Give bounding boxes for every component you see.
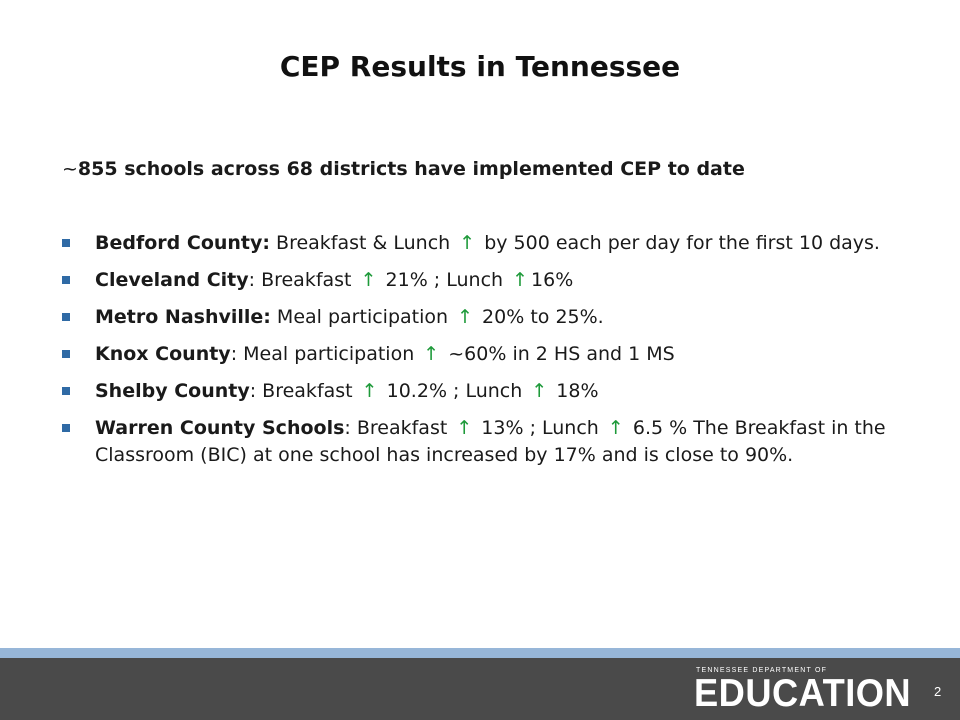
bullet-marker <box>62 276 70 284</box>
bullet-marker <box>62 350 70 358</box>
page-number: 2 <box>934 684 942 699</box>
bullet-text: ~60% in 2 HS and 1 MS <box>442 343 675 365</box>
bullet-label: Knox County <box>95 343 231 365</box>
bullet-text: 21% ; Lunch <box>379 269 510 291</box>
list-item-nashville <box>62 304 892 331</box>
bullet-marker <box>62 424 70 432</box>
list-item-knox <box>62 341 892 368</box>
up-arrow-icon: ↑ <box>531 380 548 402</box>
bullet-text: 10.2% ; Lunch <box>380 380 529 402</box>
subtitle-text: 855 schools across 68 districts have implemented CEP to date <box>77 158 745 180</box>
footer-accent-band <box>0 648 960 658</box>
up-arrow-icon: ↑ <box>423 343 440 365</box>
slide-subtitle <box>62 158 745 180</box>
list-item-cleveland <box>62 267 892 294</box>
bullet-text: 16% <box>531 269 574 291</box>
up-arrow-icon: ↑ <box>459 232 476 254</box>
bullet-text: by 500 each per day for the first 10 days. <box>478 232 880 254</box>
logo-department-text: TENNESSEE DEPARTMENT OF <box>696 667 828 674</box>
up-arrow-icon: ↑ <box>361 380 378 402</box>
list-item-shelby <box>62 378 892 405</box>
bullet-text: : Meal participation <box>230 343 421 365</box>
bullet-text: 18% <box>550 380 599 402</box>
bullet-label: Warren County Schools <box>95 417 345 439</box>
slide-title: CEP Results in Tennessee <box>279 50 681 83</box>
bullet-marker <box>62 239 70 247</box>
bullet-label: Metro Nashville: <box>95 306 271 328</box>
up-arrow-icon: ↑ <box>512 269 529 291</box>
list-item-warren <box>62 415 892 469</box>
bullet-text: Meal participation <box>270 306 455 328</box>
bullet-label: Cleveland City <box>95 269 249 291</box>
bullet-label: Bedford County: <box>95 232 270 254</box>
up-arrow-icon: ↑ <box>360 269 377 291</box>
bullet-marker <box>62 387 70 395</box>
logo-education-text: EDUCATION <box>694 672 912 715</box>
up-arrow-icon: ↑ <box>607 417 624 439</box>
list-item-bedford <box>62 230 892 257</box>
bullet-text: : Breakfast <box>249 380 359 402</box>
subtitle-prefix: ~ <box>62 158 78 180</box>
bullet-text: 6.5 % The Breakfast in the Classroom (BIC) at one school has increased by 17% and is close to 90%. <box>95 417 886 466</box>
bullet-text: 13% ; Lunch <box>475 417 605 439</box>
up-arrow-icon: ↑ <box>456 417 473 439</box>
bullet-text: : Breakfast <box>248 269 358 291</box>
up-arrow-icon: ↑ <box>457 306 474 328</box>
bullet-label: Shelby County <box>95 380 250 402</box>
bullet-text: 20% to 25%. <box>476 306 604 328</box>
results-list <box>62 230 892 479</box>
bullet-marker <box>62 313 70 321</box>
bullet-text: Breakfast & Lunch <box>270 232 457 254</box>
bullet-text: : Breakfast <box>344 417 454 439</box>
tn-education-logo <box>694 667 912 715</box>
